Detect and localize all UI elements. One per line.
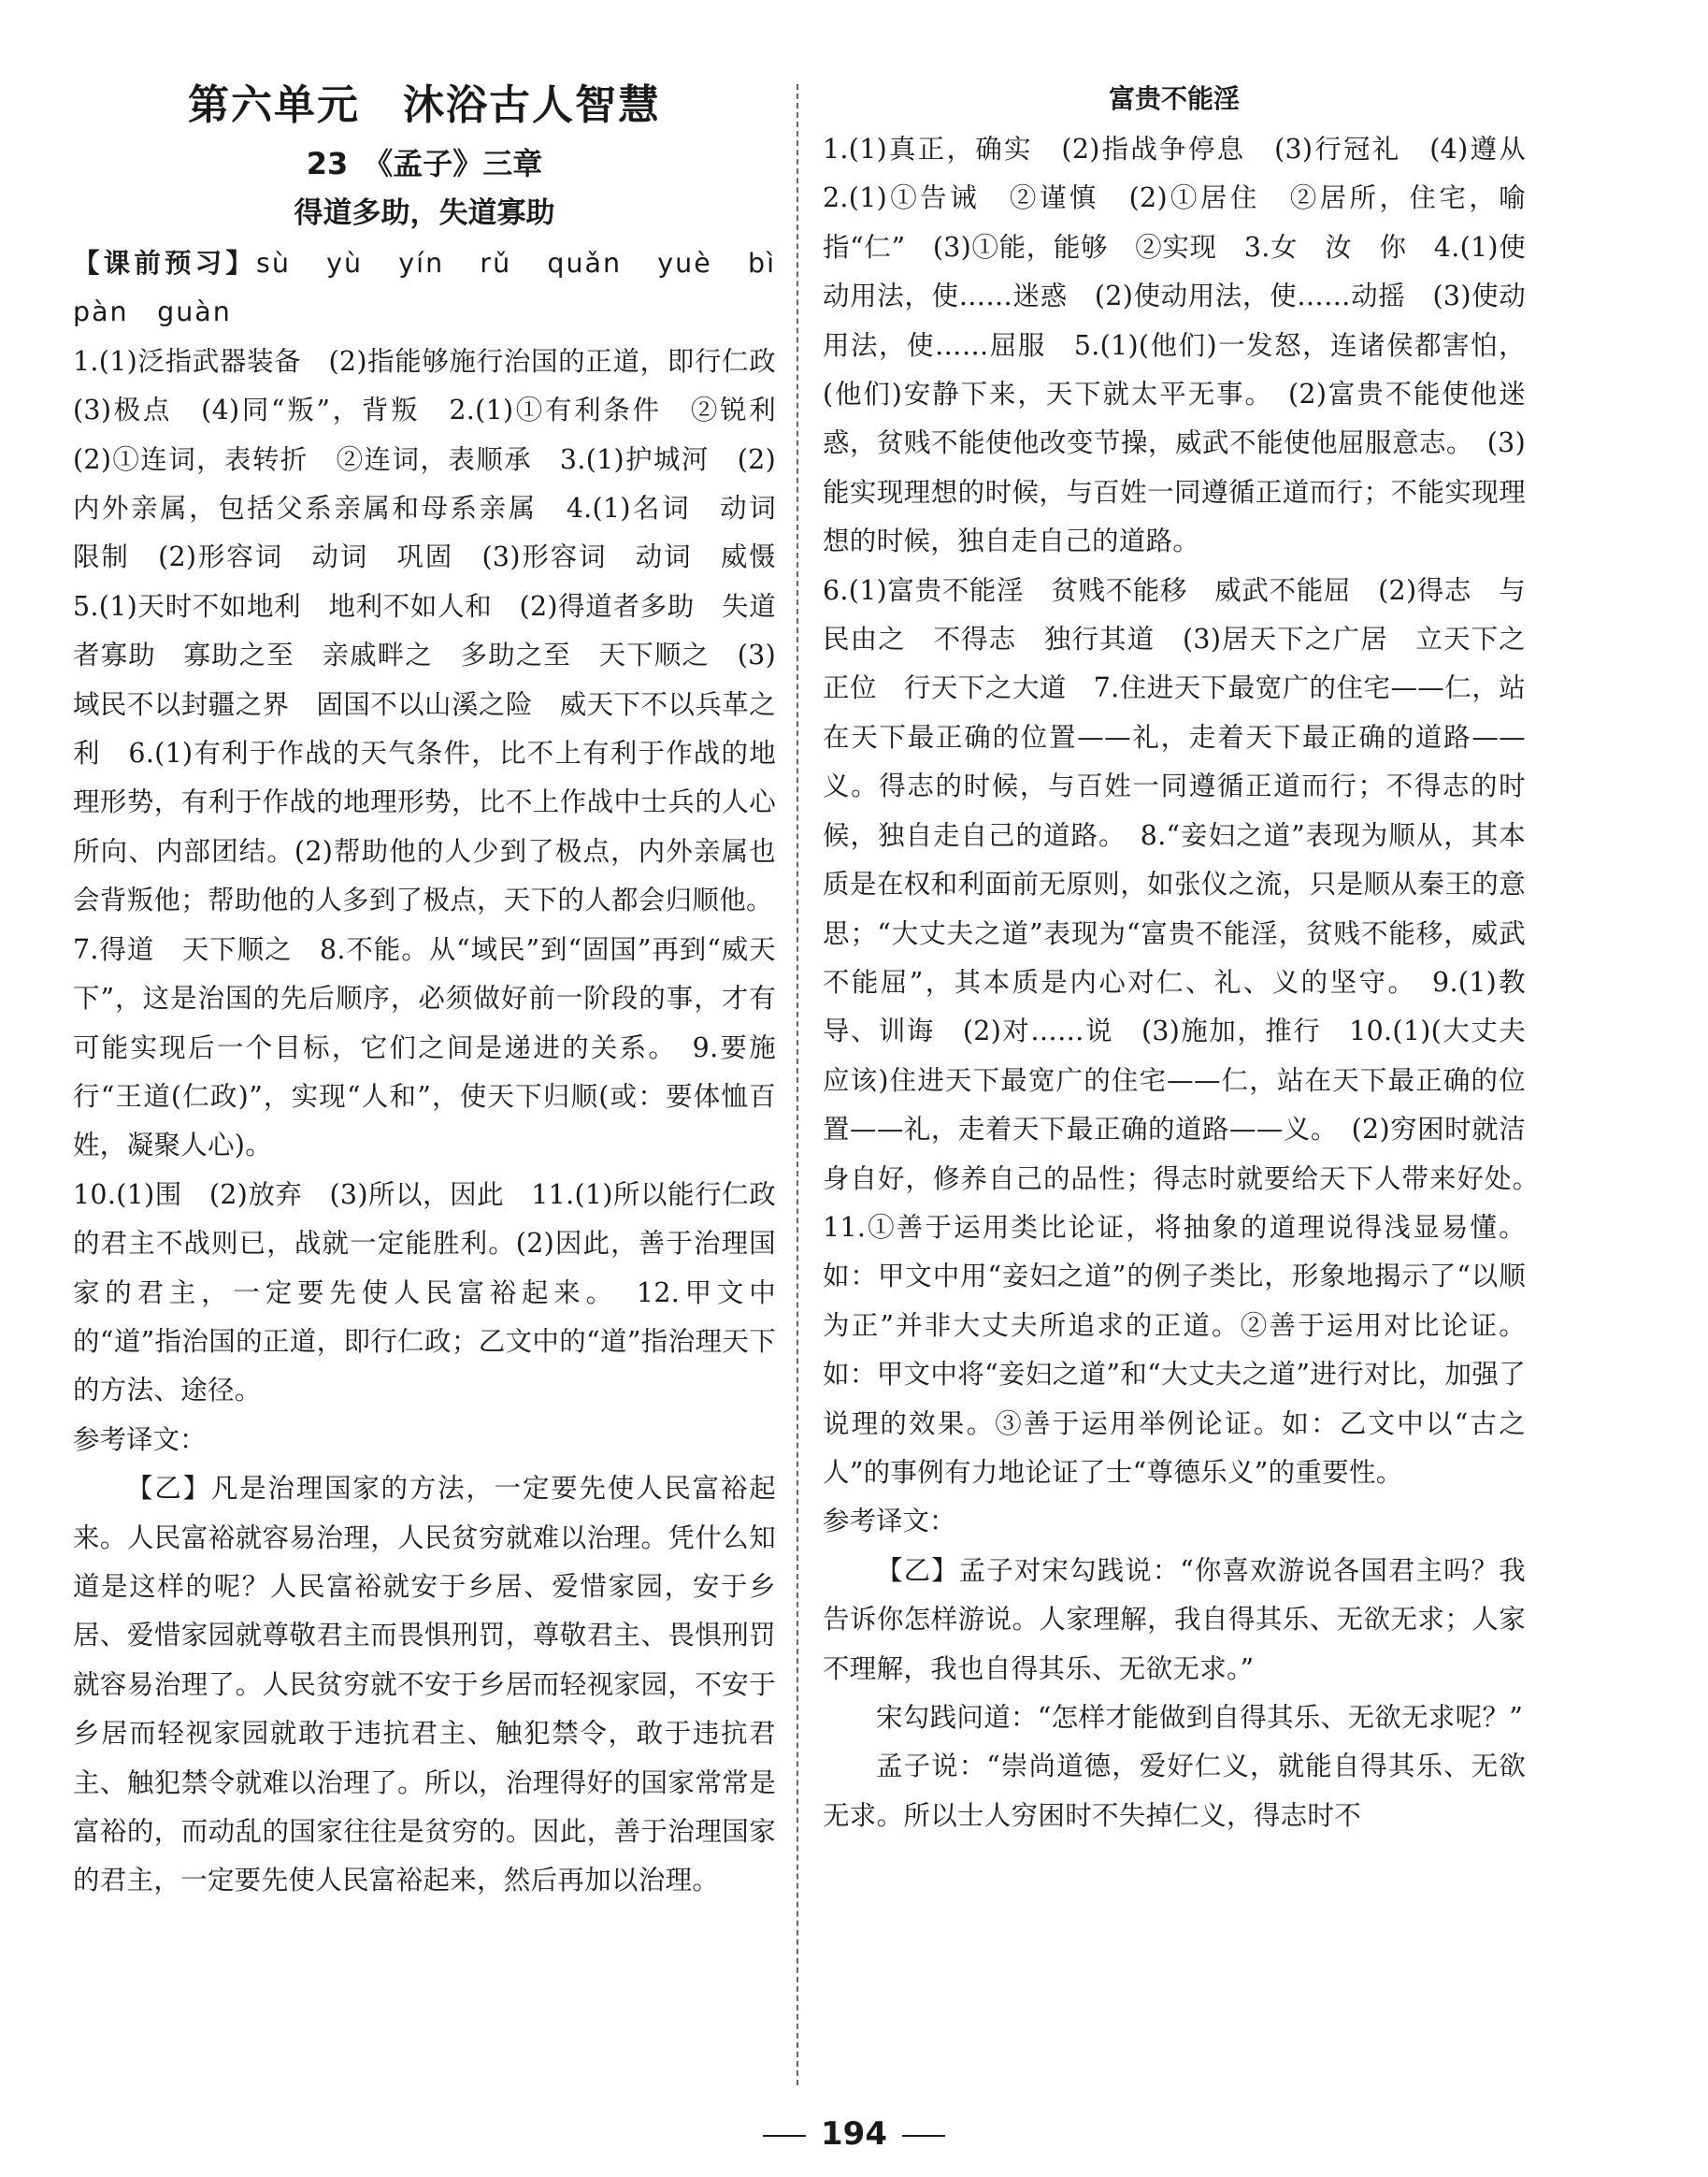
footer-dash-right [902,2135,945,2137]
preview-paragraph [73,239,805,338]
reference-translation-right-2: 宋勾践问道：“怎样才能做到自得其乐、无欲无求呢？” [876,1702,1524,1733]
column-divider [797,84,798,2085]
preview-pinyin: sù yù yín rǔ quǎn yuè bì pàn guàn [73,248,805,328]
lesson-title: 23 《孟子》三章 [306,146,543,181]
reference-translation-label: 参考译文： [73,1423,207,1455]
reference-translation-right-3: 孟子说：“崇尚道德，爱好仁义，就能自得其乐、无欲无求。所以士人穷困时不失掉仁义，得志时不 [823,1751,1526,1831]
page-number-footer [0,2115,1708,2153]
answers-block-2: 7.得道 天下顺之 8.不能。从“域民”到“固国”再到“威天下”，这是治国的先后顺序，必须做好前一阶段的事，才有可能实现后一个目标，它们之间是递进的关系。 9.要施行“王道(仁政)”，实现“人和”，使天下归顺(或：要体恤百姓，凝聚人心)。 [73,933,776,1161]
footer-dash-left [763,2135,806,2137]
preview-tag: 【课前预习】 [73,248,256,279]
left-column [73,75,805,1906]
section-title-left: 得道多助，失道寡助 [294,196,555,230]
answers-block-right-1: 1.(1)真正，确实 (2)指战争停息 (3)行冠礼 (4)遵从 2.(1)①告诫 ②谨慎 (2)①居住 ②居所，住宅，喻指“仁” (3)①能，能够 ②实现 3.女 汝 你 4.(1)使动用法，使……迷惑 (2)使动用法，使……动摇 (3)使动用法，使……屈服 5.(1)(他们)一发怒，连诸侯都害怕，(他们)安静下来，天下就太平无事。 (2)富贵不能使他迷惑，贫贱不能使他改变节操，威武不能使他屈服意志。 (3)能实现理想的时候，与百姓一同遵循正道而行；不能实现理想的时候，独自走自己的道路。 [823,134,1553,557]
unit-title: 第六单元 沐浴古人智慧 [188,81,661,129]
answers-block-right-2: 6.(1)富贵不能淫 贫贱不能移 威武不能屈 (2)得志 与民由之 不得志 独行其道 (3)居天下之广居 立天下之正位 行天下之大道 7.住进天下最宽广的住宅——仁，站在天下最正确的位置——礼，走着天下最正确的道路——义。得志的时候，与百姓一同遵循正道而行；不得志的时候，独自走自己的道路。 8.“妾妇之道”表现为顺从，其本质是在权和利面前无原则，如张仪之流，只是顺从秦王的意思；“大丈夫之道”表现为“富贵不能淫，贫贱不能移，威武不能屈”，其本质是内心对仁、礼、义的坚守。 9.(1)教导、训诲 (2)对……说 (3)施加，推行 10.(1)(大丈夫应该)住进天下最宽广的住宅——仁，站在天下最正确的位置——礼，走着天下最正确的道路——义。 (2)穷困时就洁身自好，修养自己的品性；得志时就要给天下人带来好处。 11.①善于运用类比论证，将抽象的道理说得浅显易懂。如：甲文中用“妾妇之道”的例子类比，形象地揭示了“以顺为正”并非大丈夫所追求的正道。②善于运用对比论证。如：甲文中将“妾妇之道”和“大丈夫之道”进行对比，加强了说理的效果。③善于运用举例论证。如：乙文中以“古之人”的事例有力地论证了士“尊德乐义”的重要性。 [823,574,1553,1488]
right-column [823,75,1553,1840]
answers-block-3: 10.(1)围 (2)放弃 (3)所以，因此 11.(1)所以能行仁政的君主不战则已，战就一定能胜利。(2)因此，善于治理国家的君主，一定要先使人民富裕起来。 12.甲文中的“道”指治国的正道，即行仁政；乙文中的“道”指治理天下的方法、途径。 [73,1178,776,1406]
reference-translation-right-1: 【乙】孟子对宋勾践说：“你喜欢游说各国君主吗？我告诉你怎样游说。人家理解，我自得其乐、无欲无求；人家不理解，我也自得其乐、无欲无求。” [823,1554,1526,1684]
reference-translation: 【乙】凡是治理国家的方法，一定要先使人民富裕起来。人民富裕就容易治理，人民贫穷就难以治理。凭什么知道是这样的呢？人民富裕就安于乡居、爱惜家园，安于乡居、爱惜家园就尊敬君主而畏惧刑罚，尊敬君主、畏惧刑罚就容易治理了。人民贫穷就不安于乡居而轻视家园，不安于乡居而轻视家园就敢于违抗君主、触犯禁令，敢于违抗君主、触犯禁令就难以治理了。所以，治理得好的国家常常是富裕的，而动乱的国家往往是贫穷的。因此，善于治理国家的君主，一定要先使人民富裕起来，然后再加以治理。 [73,1473,776,1896]
page-number: 194 [821,2115,887,2153]
section-title-right: 富贵不能淫 [1108,83,1240,114]
reference-translation-label-right: 参考译文： [823,1506,956,1537]
answers-block-1: 1.(1)泛指武器装备 (2)指能够施行治国的正道，即行仁政 (3)极点 (4)同“叛”，背叛 2.(1)①有利条件 ②锐利 (2)①连词，表转折 ②连词，表顺承 3.(1)护城河 (2)内外亲属，包括父系亲属和母系亲属 4.(1)名词 动词 限制 (2)形容词 动词 巩固 (3)形容词 动词 威慑 5.(1)天时不如地利 地利不如人和 (2)得道者多助 失道者寡助 寡助之至 亲戚畔之 多助之至 天下顺之 (3)域民不以封疆之界 固国不以山溪之险 威天下不以兵革之利 6.(1)有利于作战的天气条件，比不上有利于作战的地理形势，有利于作战的地理形势，比不上作战中士兵的人心所向、内部团结。(2)帮助他的人少到了极点，内外亲属也会背叛他；帮助他的人多到了极点，天下的人都会归顺他。 [73,345,803,916]
